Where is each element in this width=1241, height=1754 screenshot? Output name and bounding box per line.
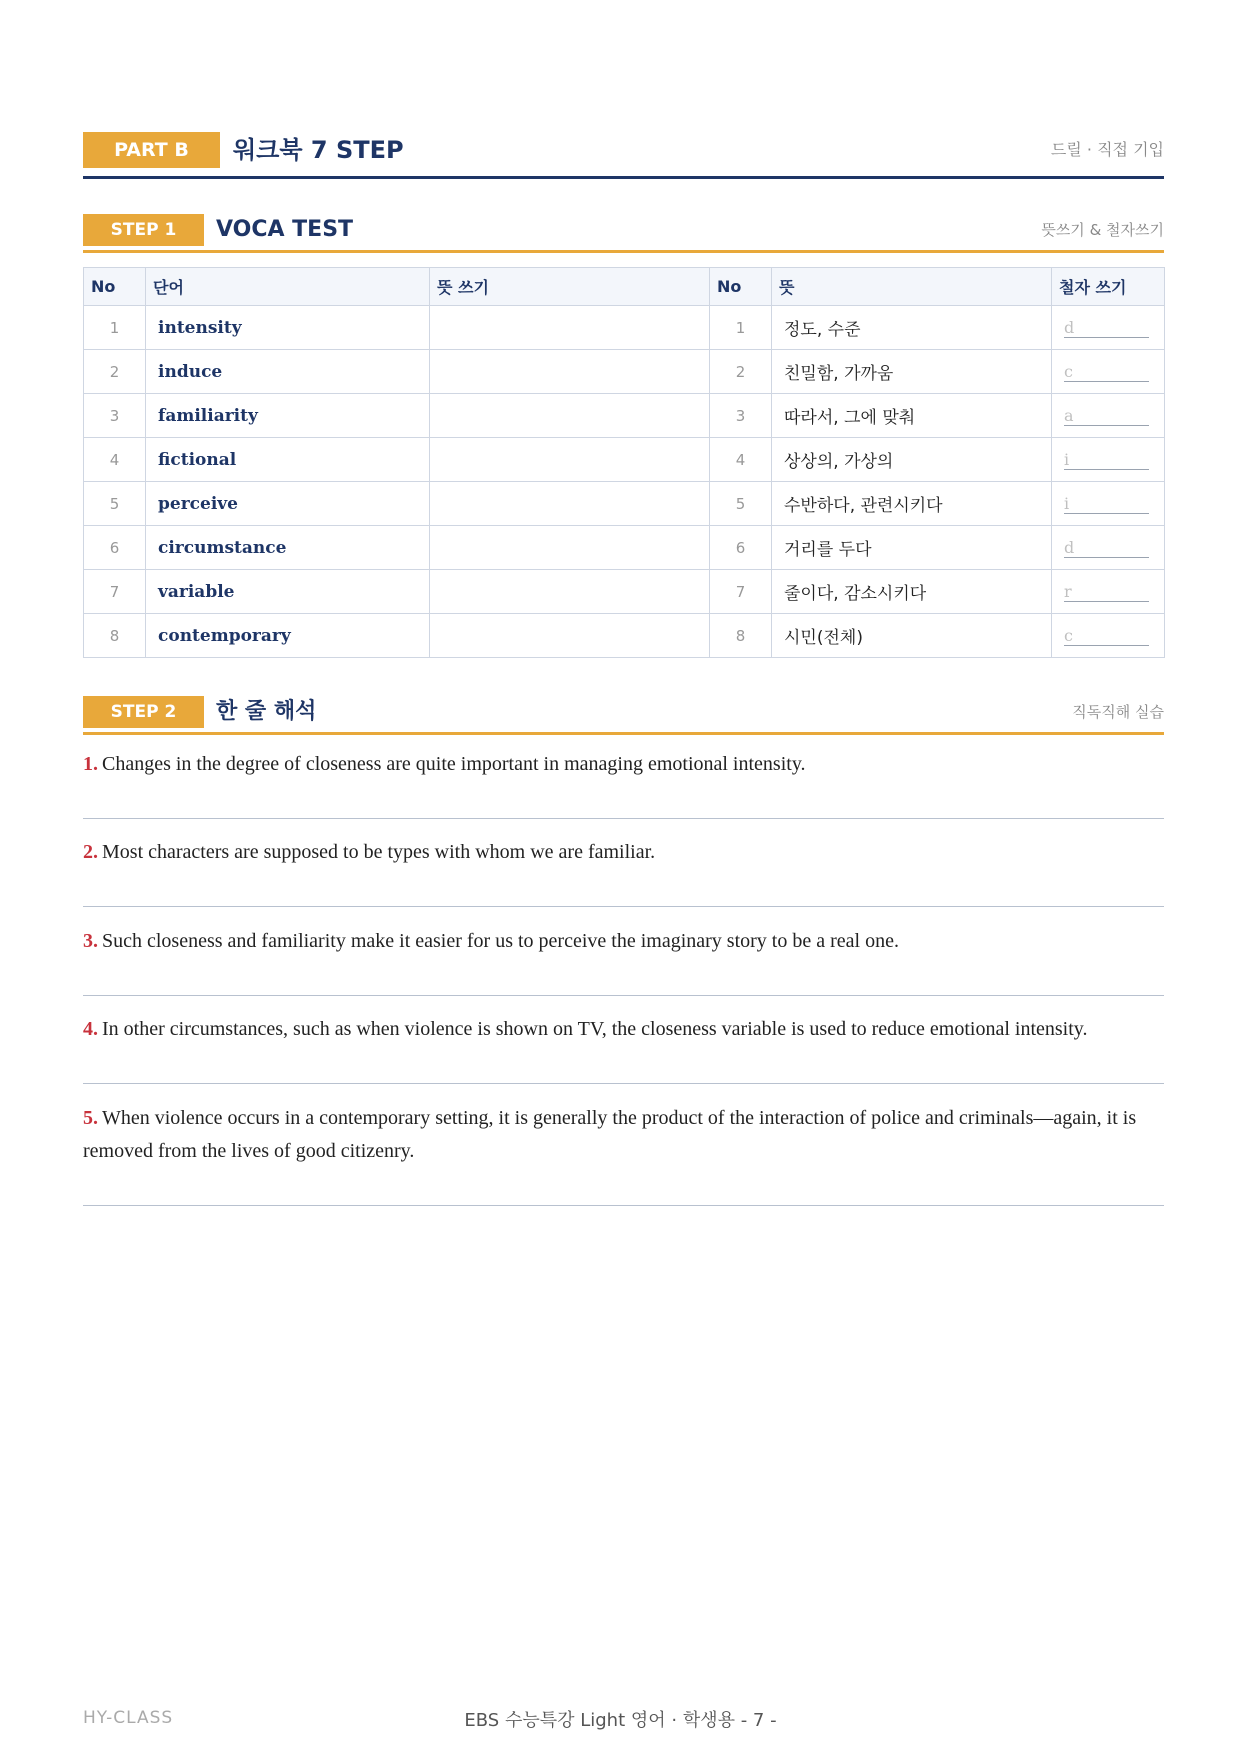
voca-row (84, 570, 1165, 614)
spelling-hint: r (1064, 583, 1149, 602)
sentence-number: 5. (83, 1107, 98, 1129)
sentence-text: Such closeness and familiarity make it easier for us to perceive the imaginary story to be a real one. (102, 930, 899, 952)
step1-title: VOCA TEST (216, 217, 354, 242)
step2-header (83, 696, 1164, 735)
meaning-number: 4 (710, 438, 772, 482)
meaning-text: 거리를 두다 (772, 526, 1052, 570)
step1-note: 뜻쓰기 & 철자쓰기 (1041, 221, 1164, 239)
meaning-number: 2 (710, 350, 772, 394)
meaning-answer-cell[interactable] (430, 350, 710, 394)
vocab-word: intensity (146, 306, 430, 350)
step1-header (83, 214, 1164, 253)
voca-row (84, 394, 1165, 438)
spelling-answer-cell[interactable] (1052, 570, 1165, 614)
word-number: 5 (84, 482, 146, 526)
voca-row (84, 306, 1165, 350)
vocab-word: circumstance (146, 526, 430, 570)
meaning-answer-cell[interactable] (430, 614, 710, 658)
meaning-answer-cell[interactable] (430, 526, 710, 570)
meaning-text: 상상의, 가상의 (772, 438, 1052, 482)
sentence-text: Changes in the degree of closeness are quite important in managing emotional intensity. (102, 753, 806, 775)
meaning-number: 8 (710, 614, 772, 658)
sentence-number: 4. (83, 1018, 98, 1040)
col-header-meaning-write: 뜻 쓰기 (430, 268, 710, 306)
spelling-hint: d (1064, 539, 1149, 558)
word-number: 8 (84, 614, 146, 658)
voca-row (84, 438, 1165, 482)
meaning-text: 친밀함, 가까움 (772, 350, 1052, 394)
spelling-answer-cell[interactable] (1052, 614, 1165, 658)
meaning-answer-cell[interactable] (430, 482, 710, 526)
word-number: 4 (84, 438, 146, 482)
sentence-item (83, 1102, 1164, 1206)
voca-row (84, 614, 1165, 658)
spelling-hint: c (1064, 363, 1149, 382)
step1-badge: STEP 1 (83, 214, 204, 246)
vocab-word: perceive (146, 482, 430, 526)
sentence-number: 3. (83, 930, 98, 952)
word-number: 2 (84, 350, 146, 394)
spelling-hint: i (1064, 451, 1149, 470)
meaning-answer-cell[interactable] (430, 438, 710, 482)
voca-header-row (84, 268, 1165, 306)
col-header-no2: No (710, 268, 772, 306)
meaning-answer-cell[interactable] (430, 570, 710, 614)
sentence-item (83, 925, 1164, 996)
vocab-word: contemporary (146, 614, 430, 658)
meaning-number: 3 (710, 394, 772, 438)
voca-row (84, 350, 1165, 394)
spelling-hint: c (1064, 627, 1149, 646)
col-header-word: 단어 (146, 268, 430, 306)
meaning-text: 줄이다, 감소시키다 (772, 570, 1052, 614)
spelling-answer-cell[interactable] (1052, 438, 1165, 482)
meaning-number: 1 (710, 306, 772, 350)
voca-row (84, 482, 1165, 526)
spelling-answer-cell[interactable] (1052, 526, 1165, 570)
footer-brand: HY-CLASS (83, 1708, 174, 1728)
meaning-number: 6 (710, 526, 772, 570)
voca-table (83, 267, 1165, 658)
col-header-spelling: 철자 쓰기 (1052, 268, 1165, 306)
spelling-hint: i (1064, 495, 1149, 514)
part-badge: PART B (83, 132, 220, 168)
vocab-word: induce (146, 350, 430, 394)
word-number: 7 (84, 570, 146, 614)
meaning-text: 정도, 수준 (772, 306, 1052, 350)
sentence-item (83, 1013, 1164, 1084)
step2-badge: STEP 2 (83, 696, 204, 728)
meaning-text: 시민(전체) (772, 614, 1052, 658)
word-number: 6 (84, 526, 146, 570)
spelling-answer-cell[interactable] (1052, 482, 1165, 526)
word-number: 3 (84, 394, 146, 438)
sentence-number: 2. (83, 841, 98, 863)
vocab-word: fictional (146, 438, 430, 482)
meaning-number: 7 (710, 570, 772, 614)
spelling-answer-cell[interactable] (1052, 306, 1165, 350)
sentence-item (83, 748, 1164, 819)
col-header-no: No (84, 268, 146, 306)
vocab-word: variable (146, 570, 430, 614)
spelling-hint: a (1064, 407, 1149, 426)
vocab-word: familiarity (146, 394, 430, 438)
spelling-answer-cell[interactable] (1052, 394, 1165, 438)
meaning-answer-cell[interactable] (430, 394, 710, 438)
part-header (83, 132, 1164, 179)
footer-page-info: EBS 수능특강 Light 영어 · 학생용 - 7 - (464, 1710, 777, 1731)
page-title: 워크북 7 STEP (233, 136, 404, 164)
sentence-text: In other circumstances, such as when violence is shown on TV, the closeness variable is used to reduce emotional intensity. (102, 1018, 1088, 1040)
word-number: 1 (84, 306, 146, 350)
sentence-text: When violence occurs in a contemporary setting, it is generally the product of the interaction of police and criminals—again, it is removed from the lives of good citizenry. (83, 1107, 1137, 1162)
meaning-answer-cell[interactable] (430, 306, 710, 350)
spelling-hint: d (1064, 319, 1149, 338)
sentence-text: Most characters are supposed to be types with whom we are familiar. (102, 841, 656, 863)
step2-note: 직독직해 실습 (1072, 703, 1164, 721)
meaning-number: 5 (710, 482, 772, 526)
sentence-item (83, 836, 1164, 907)
meaning-text: 수반하다, 관련시키다 (772, 482, 1052, 526)
col-header-meaning: 뜻 (772, 268, 1052, 306)
meaning-text: 따라서, 그에 맞춰 (772, 394, 1052, 438)
sentence-number: 1. (83, 753, 98, 775)
voca-row (84, 526, 1165, 570)
step2-title: 한 줄 해석 (216, 699, 317, 724)
spelling-answer-cell[interactable] (1052, 350, 1165, 394)
header-note: 드릴 · 직접 기입 (1050, 140, 1164, 159)
